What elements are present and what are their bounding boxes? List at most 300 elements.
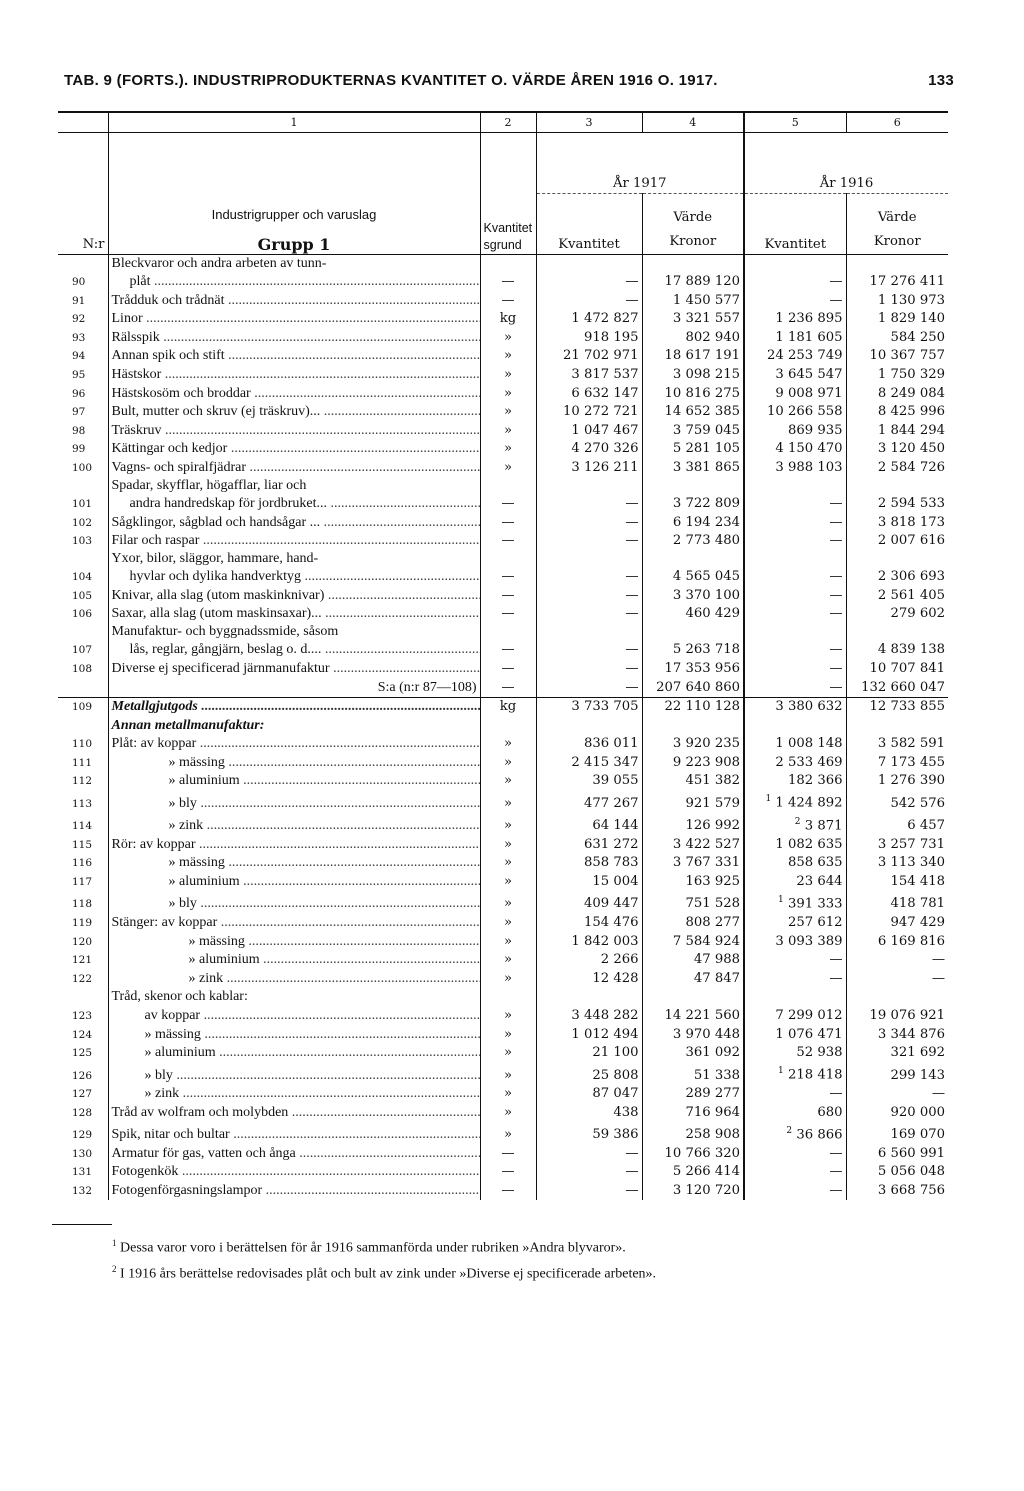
table-row <box>58 835 948 854</box>
quantity-1916: 3 380 632 <box>744 697 846 716</box>
row-number: 111 <box>72 756 93 769</box>
quantity-1916: 1 008 148 <box>744 735 846 754</box>
page-number: 133 <box>928 72 954 89</box>
value-1917: 716 964 <box>642 1103 744 1122</box>
row-label <box>108 1144 480 1163</box>
value-1917: 5 263 718 <box>642 623 744 659</box>
value-1916: 8 249 084 <box>846 384 948 403</box>
colnum-4: 4 <box>642 112 744 133</box>
row-label <box>108 1122 480 1144</box>
value-1916-unit: Kronor <box>873 234 921 249</box>
table-row <box>58 440 948 459</box>
quantity-1917: 3 448 282 <box>536 1006 642 1025</box>
nr-header: N:r <box>58 133 108 255</box>
row-label <box>108 988 480 1007</box>
page-header <box>64 72 954 98</box>
footnote-ref: 1 <box>778 895 784 906</box>
row-label-continuation: plåt ..... <box>112 273 477 291</box>
quantity-1917: 25 808 <box>536 1062 642 1084</box>
value-1917-header <box>642 194 744 255</box>
row-label <box>108 477 480 513</box>
quantity-1916: — <box>744 1085 846 1104</box>
value-1917: 3 970 448 <box>642 1025 744 1044</box>
row-label-text: Spik, nitar och bultar ..... <box>112 1127 481 1142</box>
table-row <box>58 854 948 873</box>
value-1916: 299 143 <box>846 1062 948 1084</box>
row-unit: » <box>480 421 536 440</box>
row-label-text: » aluminium ..... <box>145 1045 481 1060</box>
row-unit: kg <box>480 697 536 716</box>
row-label <box>108 1006 480 1025</box>
quantity-1917: — <box>536 477 642 513</box>
table-row <box>58 605 948 624</box>
table-row <box>58 255 948 292</box>
row-unit: » <box>480 913 536 932</box>
value-1917: 3 722 809 <box>642 477 744 513</box>
table-row <box>58 347 948 366</box>
table-row <box>58 586 948 605</box>
page-title: TAB. 9 (FORTS.). INDUSTRIPRODUKTERNAS KVANTITET O. VÄRDE ÅREN 1916 O. 1917. <box>64 72 718 89</box>
row-number: 102 <box>72 516 93 529</box>
colnum-1: 1 <box>108 112 480 133</box>
row-number: 130 <box>72 1147 93 1160</box>
value-1917: 47 847 <box>642 969 744 988</box>
value-1916: 3 668 756 <box>846 1181 948 1200</box>
value-1917-unit: Kronor <box>669 234 717 249</box>
quantity-1917: 64 144 <box>536 813 642 835</box>
footnote-ref: 2 <box>794 816 801 827</box>
footnote-1 <box>52 1233 952 1259</box>
row-number: 120 <box>72 935 93 948</box>
table-row <box>58 1085 948 1104</box>
row-label-text: Metallgjutgods ..... <box>112 699 481 714</box>
footnote-2 <box>52 1259 952 1285</box>
table-row <box>58 365 948 384</box>
value-1917: 3 120 720 <box>642 1181 744 1200</box>
quantity-1917: 477 267 <box>536 790 642 812</box>
row-label-text: Vagns- och spiralfjädrar ..... <box>112 460 481 475</box>
table-body-metal <box>58 697 948 1200</box>
table-row <box>58 969 948 988</box>
value-1916-header <box>846 194 948 255</box>
row-label <box>108 697 480 716</box>
value-1916: 3 113 340 <box>846 854 948 873</box>
row-unit: » <box>480 1103 536 1122</box>
row-label-text: » mässing ..... <box>145 1027 481 1042</box>
row-label-text: » mässing ..... <box>169 755 481 770</box>
row-number: 116 <box>72 857 93 870</box>
row-unit: » <box>480 1025 536 1044</box>
quantity-1916 <box>744 716 846 735</box>
value-1916: 3 344 876 <box>846 1025 948 1044</box>
row-label-text: Träskruv ..... <box>112 423 481 438</box>
value-1916: 169 070 <box>846 1122 948 1144</box>
row-number: 112 <box>72 775 93 788</box>
row-label-text: Stänger: av koppar ..... <box>112 915 481 930</box>
value-1916 <box>846 988 948 1007</box>
row-label-text: Trådduk och trådnät ..... <box>112 293 481 308</box>
value-1917: 289 277 <box>642 1085 744 1104</box>
row-unit: » <box>480 854 536 873</box>
value-1917: 258 908 <box>642 1122 744 1144</box>
row-label-text: S:a (n:r 87—108) <box>377 679 477 695</box>
value-1916: 3 120 450 <box>846 440 948 459</box>
quantity-1916: 3 093 389 <box>744 932 846 951</box>
table-row <box>58 735 948 754</box>
row-unit: » <box>480 951 536 970</box>
row-label <box>108 891 480 913</box>
table-row <box>58 872 948 891</box>
row-unit: — <box>480 291 536 310</box>
row-label <box>108 328 480 347</box>
quantity-1916: — <box>744 951 846 970</box>
row-label-text: Diverse ej specificerad järnmanufaktur ..... <box>112 661 481 676</box>
footnote-ref: 1 <box>778 1066 784 1077</box>
value-1916: 10 367 757 <box>846 347 948 366</box>
footnote-ref: 1 <box>765 794 772 805</box>
row-label <box>108 403 480 422</box>
value-1917: 17 353 956 <box>642 659 744 678</box>
row-label-text: Linor ..... <box>112 311 481 326</box>
row-number: 123 <box>72 1009 93 1022</box>
value-1917: 5 281 105 <box>642 440 744 459</box>
row-number: 97 <box>72 406 86 419</box>
row-label-continuation: hyvlar och dylika handverktyg ..... <box>112 568 477 586</box>
row-unit: » <box>480 932 536 951</box>
row-unit: » <box>480 891 536 913</box>
table-row <box>58 1025 948 1044</box>
value-1916: 920 000 <box>846 1103 948 1122</box>
row-unit: — <box>480 513 536 532</box>
row-unit: » <box>480 365 536 384</box>
row-number: 113 <box>72 797 93 810</box>
row-label <box>108 1103 480 1122</box>
row-number: 118 <box>72 898 93 911</box>
row-number: 96 <box>72 387 86 400</box>
row-label-text: Hästskor ..... <box>112 367 481 382</box>
quantity-1917: 3 126 211 <box>536 458 642 477</box>
row-unit: » <box>480 772 536 791</box>
row-unit: » <box>480 384 536 403</box>
row-label <box>108 623 480 659</box>
row-label <box>108 1044 480 1063</box>
quantity-1917: 15 004 <box>536 872 642 891</box>
quantity-1917: 6 632 147 <box>536 384 642 403</box>
row-label-text: Annan spik och stift ..... <box>112 348 481 363</box>
table-row <box>58 891 948 913</box>
column-number-row <box>58 112 948 133</box>
colnum-2: 2 <box>480 112 536 133</box>
quantity-1916 <box>744 1122 846 1144</box>
table-row <box>58 1044 948 1063</box>
row-label-continuation: andra handredskap för jordbruket... ..... <box>112 495 477 513</box>
row-label-text: Knivar, alla slag (utom maskinknivar) ..... <box>112 588 481 603</box>
row-label-text: Spadar, skyfflar, högafflar, liar och <box>111 477 307 493</box>
table-row <box>58 550 948 586</box>
row-label <box>108 384 480 403</box>
quantity-1916: 257 612 <box>744 913 846 932</box>
quantity-1917: — <box>536 678 642 697</box>
row-number: 92 <box>72 313 86 326</box>
row-label-text: Armatur för gas, vatten och ånga ..... <box>112 1146 481 1161</box>
quantity-1916: — <box>744 291 846 310</box>
year-1917-header: År 1917 <box>536 133 744 194</box>
row-number <box>58 988 108 1007</box>
table-row <box>58 403 948 422</box>
footnote-rule <box>52 1224 112 1225</box>
quantity-1916-value: 391 333 <box>787 896 843 912</box>
quantity-1916: — <box>744 623 846 659</box>
row-number: 107 <box>72 644 93 657</box>
quantity-1917 <box>536 988 642 1007</box>
value-1917: 5 266 414 <box>642 1163 744 1182</box>
value-1916: 947 429 <box>846 913 948 932</box>
quantity-1916: 9 008 971 <box>744 384 846 403</box>
row-label-text: Yxor, bilor, släggor, hammare, hand- <box>111 551 319 567</box>
table-row <box>58 659 948 678</box>
value-1917: 808 277 <box>642 913 744 932</box>
quantity-1916: — <box>744 969 846 988</box>
basis-header <box>480 133 536 255</box>
row-unit: » <box>480 1044 536 1063</box>
quantity-1916-value: 1 424 892 <box>775 795 843 811</box>
row-number: 103 <box>72 535 93 548</box>
group-header-label: Industrigrupper och varuslag <box>211 207 377 222</box>
row-number: 119 <box>72 917 93 930</box>
quantity-1916 <box>744 891 846 913</box>
table-row <box>58 421 948 440</box>
quantity-1916-value: 3 871 <box>804 818 843 834</box>
value-1917: 460 429 <box>642 605 744 624</box>
row-label-text: Rälsspik ..... <box>112 330 481 345</box>
row-unit: — <box>480 1163 536 1182</box>
quantity-1917: — <box>536 659 642 678</box>
row-label <box>108 735 480 754</box>
value-1917: 3 767 331 <box>642 854 744 873</box>
value-1916: 3 582 591 <box>846 735 948 754</box>
row-label-text: Fotogenkök ..... <box>112 1164 481 1179</box>
table-row <box>58 458 948 477</box>
row-label-text: » aluminium ..... <box>189 952 481 967</box>
row-unit: » <box>480 1006 536 1025</box>
value-1917: 22 110 128 <box>642 697 744 716</box>
row-unit: kg <box>480 310 536 329</box>
value-1917: 451 382 <box>642 772 744 791</box>
quantity-1916: 24 253 749 <box>744 347 846 366</box>
quantity-1916: 52 938 <box>744 1044 846 1063</box>
row-number: 99 <box>72 443 86 456</box>
value-1916: 1 750 329 <box>846 365 948 384</box>
row-label <box>108 1062 480 1084</box>
row-label <box>108 932 480 951</box>
table-row <box>58 772 948 791</box>
row-number: 94 <box>72 350 86 363</box>
quantity-1916: 869 935 <box>744 421 846 440</box>
row-unit: — <box>480 255 536 292</box>
row-label-text: » zink ..... <box>189 971 481 986</box>
row-unit: — <box>480 1181 536 1200</box>
table-row <box>58 477 948 513</box>
value-1917: 51 338 <box>642 1062 744 1084</box>
quantity-1916: — <box>744 513 846 532</box>
value-1917: 3 920 235 <box>642 735 744 754</box>
quantity-1917: — <box>536 550 642 586</box>
row-label-text: Sågklingor, sågblad och handsågar ... ..... <box>112 515 481 530</box>
value-1916: 2 306 693 <box>846 550 948 586</box>
row-unit: » <box>480 835 536 854</box>
row-label-text: Annan metallmanufaktur: <box>111 717 265 733</box>
row-label <box>108 421 480 440</box>
quantity-1916: — <box>744 586 846 605</box>
quantity-1916: — <box>744 1144 846 1163</box>
value-1916-label: Värde <box>877 210 917 225</box>
quantity-1916: 858 635 <box>744 854 846 873</box>
table-row <box>58 1006 948 1025</box>
row-label-text: av koppar ..... <box>145 1008 481 1023</box>
value-1916: — <box>846 951 948 970</box>
table-row <box>58 753 948 772</box>
row-number <box>58 716 108 735</box>
quantity-1917: 409 447 <box>536 891 642 913</box>
quantity-1917: — <box>536 1181 642 1200</box>
quantity-1917: 10 272 721 <box>536 403 642 422</box>
quantity-1916: — <box>744 477 846 513</box>
row-label <box>108 605 480 624</box>
value-1916: 154 418 <box>846 872 948 891</box>
table-row <box>58 790 948 812</box>
row-unit: — <box>480 1144 536 1163</box>
row-label-text: » zink ..... <box>169 818 481 833</box>
quantity-1917: 631 272 <box>536 835 642 854</box>
value-1916: 8 425 996 <box>846 403 948 422</box>
row-number: 128 <box>72 1106 93 1119</box>
row-label <box>108 1181 480 1200</box>
value-1917: 3 098 215 <box>642 365 744 384</box>
row-number: 90 <box>58 255 108 292</box>
quantity-1917: 154 476 <box>536 913 642 932</box>
value-1916: 5 056 048 <box>846 1163 948 1182</box>
quantity-1917-header: Kvantitet <box>536 194 642 255</box>
footnote-1-text: Dessa varor voro i berättelsen för år 1916 sammanförda under rubriken »Andra blyvaror». <box>120 1240 626 1256</box>
quantity-1917: 12 428 <box>536 969 642 988</box>
value-1916: 542 576 <box>846 790 948 812</box>
table-row <box>58 932 948 951</box>
quantity-1916-value: 218 418 <box>787 1067 843 1083</box>
row-label-text: Rör: av koppar ..... <box>112 837 481 852</box>
value-1916: 2 007 616 <box>846 532 948 551</box>
quantity-1917: — <box>536 532 642 551</box>
row-label <box>108 1025 480 1044</box>
quantity-1917: 2 415 347 <box>536 753 642 772</box>
value-1916: 3 257 731 <box>846 835 948 854</box>
row-label-text: » bly ..... <box>169 796 481 811</box>
value-1916: 2 594 533 <box>846 477 948 513</box>
row-label <box>108 772 480 791</box>
row-label-text: Manufaktur- och byggnadssmide, såsom <box>111 624 339 640</box>
row-number: 127 <box>72 1088 93 1101</box>
row-label-text: Filar och raspar ..... <box>112 533 481 548</box>
row-label-text: Plåt: av koppar ..... <box>112 736 481 751</box>
row-unit: — <box>480 623 536 659</box>
row-label <box>108 813 480 835</box>
row-label <box>108 458 480 477</box>
value-1917: 14 652 385 <box>642 403 744 422</box>
value-1917: 3 370 100 <box>642 586 744 605</box>
quantity-1916 <box>744 813 846 835</box>
table-row <box>58 1144 948 1163</box>
footnote-ref: 2 <box>786 1125 793 1136</box>
quantity-1917: — <box>536 255 642 292</box>
basis-header-label: Kvantitetsgrund <box>483 221 533 252</box>
table-row <box>58 513 948 532</box>
table-row <box>58 1122 948 1144</box>
year-1916-header: År 1916 <box>744 133 948 194</box>
row-number: 91 <box>72 294 86 307</box>
row-unit: » <box>480 440 536 459</box>
row-number: 95 <box>72 368 86 381</box>
value-1916: 6 457 <box>846 813 948 835</box>
row-label-text: Saxar, alla slag (utom maskinsaxar)... ..... <box>112 606 481 621</box>
quantity-1916: — <box>744 1163 846 1182</box>
quantity-1916-value: 36 866 <box>796 1127 843 1143</box>
quantity-1916 <box>744 790 846 812</box>
row-unit: » <box>480 753 536 772</box>
row-unit: — <box>480 605 536 624</box>
row-number: 106 <box>72 608 93 621</box>
value-1916: 4 839 138 <box>846 623 948 659</box>
quantity-1917: 39 055 <box>536 772 642 791</box>
row-number: 125 <box>72 1047 93 1060</box>
row-label-text: Bult, mutter och skruv (ej träskruv)... ..... <box>112 404 481 419</box>
row-label <box>108 440 480 459</box>
quantity-1916: 2 533 469 <box>744 753 846 772</box>
row-label <box>108 1085 480 1104</box>
row-unit: » <box>480 1062 536 1084</box>
table-row <box>58 716 948 735</box>
colnum-3: 3 <box>536 112 642 133</box>
table-row <box>58 532 948 551</box>
value-1917: 18 617 191 <box>642 347 744 366</box>
value-1916: 7 173 455 <box>846 753 948 772</box>
quantity-1916: 23 644 <box>744 872 846 891</box>
row-label <box>108 854 480 873</box>
table-row <box>58 384 948 403</box>
row-label <box>108 291 480 310</box>
row-number: 108 <box>72 662 93 675</box>
quantity-1917: 59 386 <box>536 1122 642 1144</box>
quantity-1916: — <box>744 532 846 551</box>
value-1916: 418 781 <box>846 891 948 913</box>
row-label <box>108 951 480 970</box>
row-unit: » <box>480 458 536 477</box>
quantity-1917: 1 047 467 <box>536 421 642 440</box>
quantity-1916: 4 150 470 <box>744 440 846 459</box>
table-row <box>58 310 948 329</box>
value-1916: 6 560 991 <box>846 1144 948 1163</box>
row-number: 98 <box>72 424 86 437</box>
row-label <box>108 550 480 586</box>
row-label <box>108 365 480 384</box>
row-number: 121 <box>72 954 93 967</box>
quantity-1917: 1 012 494 <box>536 1025 642 1044</box>
value-1917: 10 816 275 <box>642 384 744 403</box>
table-row <box>58 328 948 347</box>
row-label <box>108 835 480 854</box>
row-label <box>108 255 480 292</box>
row-unit <box>480 716 536 735</box>
row-label-text: Hästskosöm och broddar ..... <box>112 386 481 401</box>
quantity-1917: 2 266 <box>536 951 642 970</box>
